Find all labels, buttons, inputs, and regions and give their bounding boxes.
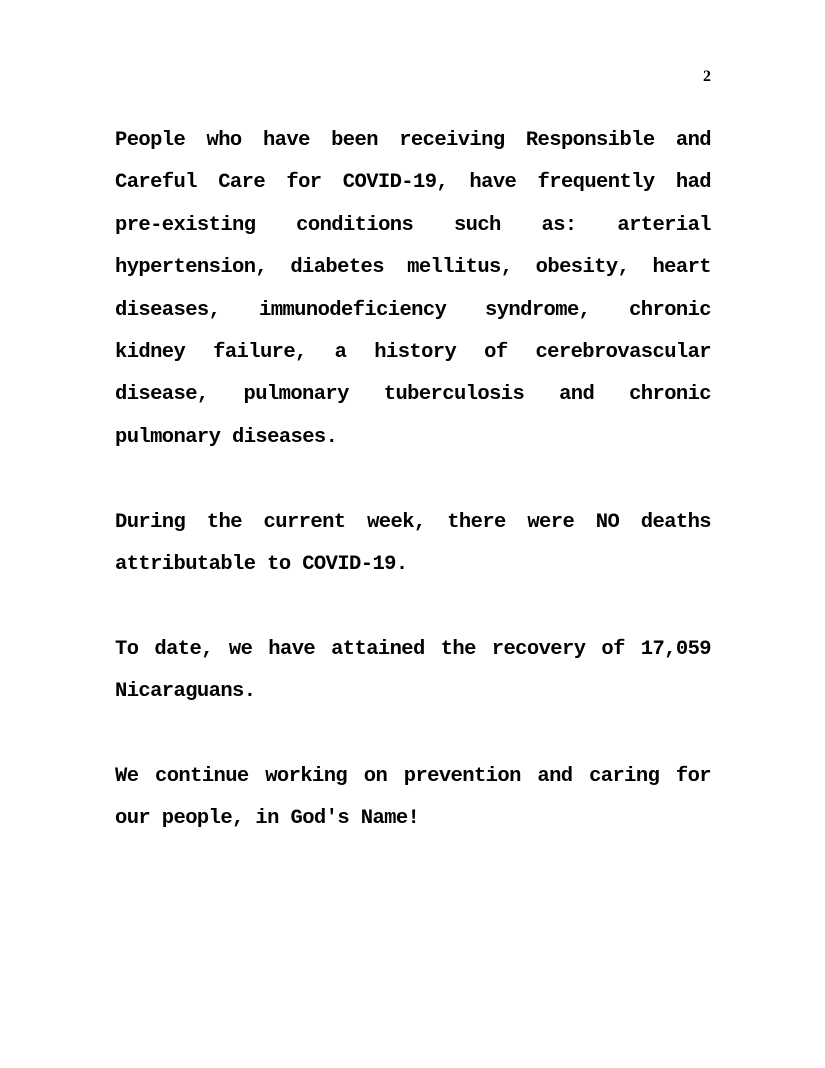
paragraph-closing: We continue working on prevention and caring for our people, in God's Name! — [115, 765, 711, 831]
paragraph-deaths: During the current week, there were NO deaths attributable to COVID-19. — [115, 510, 711, 577]
document-body — [115, 120, 711, 883]
page-number: 2 — [703, 68, 711, 85]
paragraph-preexisting-conditions: People who have been receiving Responsible and Careful Care for COVID-19, have frequently had pre-existing conditions such as: arterial hypertension, diabetes mellitus, obesity, heart diseases, immunodeficiency syndrome, chronic kidney failure, a history of cerebrovascular disease, pulmonary tuberculosis and chronic pulmonary diseases. — [115, 129, 711, 449]
paragraph-recoveries: To date, we have attained the recovery of 17,059 Nicaraguans. — [115, 637, 711, 704]
